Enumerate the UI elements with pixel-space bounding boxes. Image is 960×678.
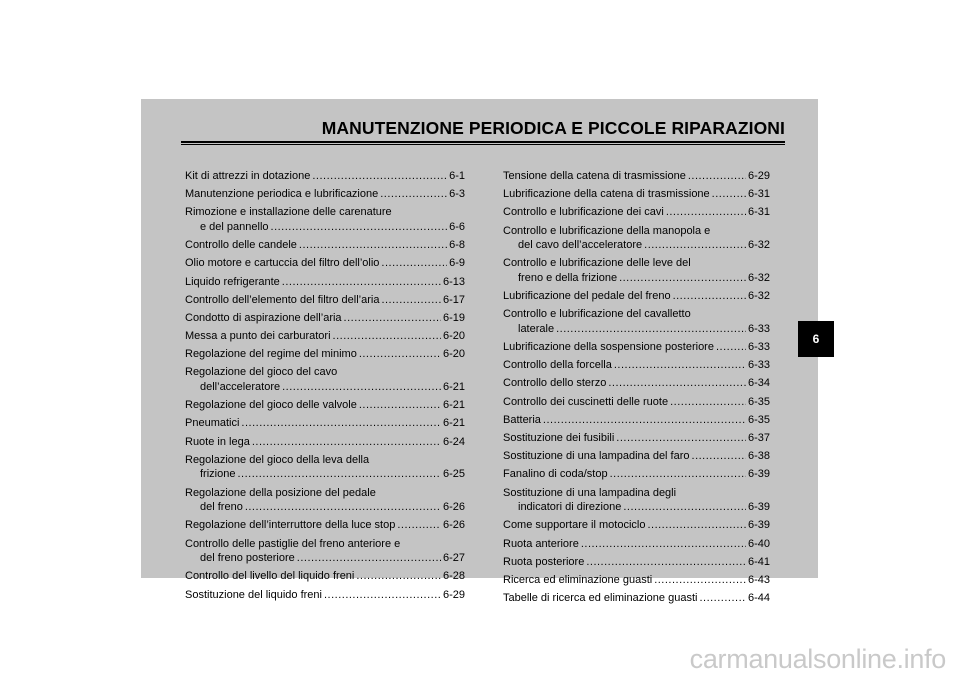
toc-entry[interactable]: [503, 307, 770, 336]
toc-entry-text: Come supportare il motociclo: [503, 519, 646, 532]
toc-entry[interactable]: [503, 224, 770, 253]
toc-entry-text: Controllo delle pastiglie del freno anteriore e: [185, 537, 401, 550]
toc-entry-text: laterale: [518, 322, 555, 335]
toc-entry[interactable]: [185, 486, 465, 515]
toc-entry-text: Batteria: [503, 413, 541, 426]
watermark: carmanualsonline.info: [689, 644, 946, 674]
toc-entry-text: Controllo della forcella: [503, 359, 612, 372]
toc-entry-text: Controllo del livello del liquido freni: [185, 570, 355, 583]
toc-leader-dots: [654, 573, 746, 588]
toc-entry-line: [503, 187, 770, 202]
toc-leader-dots: [666, 205, 746, 220]
chapter-tab: 6: [798, 321, 834, 357]
toc-entry-line: [185, 416, 465, 431]
toc-page-number: 6-17: [442, 293, 465, 306]
toc-leader-dots: [614, 358, 746, 373]
toc-page-number: 6-34: [747, 377, 770, 390]
toc-entry-line: [503, 376, 770, 391]
toc-entry-text: Rimozione e installazione delle carenature: [185, 206, 392, 219]
toc-page-number: 6-29: [747, 170, 770, 182]
page-title: MANUTENZIONE PERIODICA E PICCOLE RIPARAZIONI: [321, 118, 785, 138]
toc-page-number: 6-3: [449, 188, 465, 201]
toc-page-number: 6-43: [747, 573, 770, 586]
toc-left-column: [185, 169, 465, 606]
toc-entry-line: [185, 311, 465, 326]
toc-leader-dots: [252, 435, 441, 450]
toc-page-number: 6-21: [442, 399, 465, 412]
toc-entry-line: [185, 569, 465, 584]
toc-page-number: 6-28: [442, 570, 465, 583]
toc-entry-text: indicatori di direzione: [518, 501, 622, 514]
toc-entry-line: [185, 329, 465, 344]
toc-leader-dots: [556, 322, 746, 337]
toc-entry[interactable]: [185, 569, 465, 584]
toc-page-number: 6-19: [442, 311, 465, 324]
toc-entry[interactable]: [503, 555, 770, 570]
toc-entry-text: Lubrificazione della sospensione posteriore: [503, 341, 714, 354]
toc-entry-text: Regolazione del gioco delle valvole: [185, 399, 357, 412]
toc-entry-line: [185, 467, 465, 482]
toc-entry-line: [503, 169, 770, 184]
toc-entry[interactable]: [503, 205, 770, 220]
toc-leader-dots: [241, 416, 441, 431]
toc-leader-dots: [299, 238, 447, 253]
toc-entry[interactable]: [185, 238, 465, 253]
toc-leader-dots: [381, 256, 447, 271]
toc-page-number: 6-35: [747, 413, 770, 426]
toc-entry-text: Controllo dei cuscinetti delle ruote: [503, 395, 669, 408]
toc-entry[interactable]: [185, 518, 465, 533]
toc-page-number: 6-20: [442, 348, 465, 361]
toc-entry-text: del freno posteriore: [200, 552, 295, 565]
toc-entry-line: [503, 289, 770, 304]
toc-entry[interactable]: [185, 435, 465, 450]
toc-entry[interactable]: [503, 591, 770, 606]
toc-leader-dots: [644, 238, 746, 253]
toc-page-number: 6-38: [747, 450, 770, 463]
toc-leader-dots: [673, 289, 746, 304]
toc-page-number: 6-29: [442, 588, 465, 601]
toc-leader-dots: [282, 380, 441, 395]
toc-page-number: 6-8: [449, 239, 465, 252]
toc-entry-text: Ricerca ed eliminazione guasti: [503, 573, 653, 586]
toc-entry[interactable]: [185, 311, 465, 326]
toc-leader-dots: [356, 569, 441, 584]
toc-entry-line: [185, 435, 465, 450]
toc-entry[interactable]: [503, 376, 770, 391]
toc-entry-line: [185, 347, 465, 362]
toc-page-number: 6-31: [747, 206, 770, 219]
toc-leader-dots: [312, 169, 447, 184]
toc-entry-text: Kit di attrezzi in dotazione: [185, 170, 311, 182]
title-rule-thin: [181, 144, 785, 145]
toc-leader-dots: [692, 449, 746, 464]
toc-page-number: 6-20: [442, 330, 465, 343]
toc-entry[interactable]: [185, 537, 465, 566]
toc-entry[interactable]: [185, 329, 465, 344]
toc-entry-line: [503, 573, 770, 588]
toc-entry[interactable]: [503, 518, 770, 533]
toc-entry-line: [503, 537, 770, 552]
toc-entry-line: [185, 256, 465, 271]
toc-entry[interactable]: [185, 588, 465, 603]
toc-leader-dots: [619, 271, 746, 286]
toc-page-number: 6-44: [747, 592, 770, 605]
toc-entry-line: [503, 413, 770, 428]
toc-entry-line: [503, 307, 770, 322]
toc-entry-text: Controllo e lubrificazione delle leve del: [503, 257, 691, 270]
toc-entry[interactable]: [185, 256, 465, 271]
toc-page-number: 6-13: [442, 275, 465, 288]
toc-entry[interactable]: [185, 416, 465, 431]
toc-entry-text: Fanalino di coda/stop: [503, 468, 608, 481]
toc-entry[interactable]: [503, 358, 770, 373]
toc-entry-text: Controllo delle candele: [185, 239, 297, 252]
toc-entry-text: frizione: [200, 468, 236, 481]
header: [181, 117, 785, 145]
toc-leader-dots: [688, 169, 746, 184]
toc-entry-text: Messa a punto dei carburatori: [185, 330, 331, 343]
toc-entry[interactable]: [503, 431, 770, 446]
toc-entry-line: [503, 322, 770, 337]
toc-page-number: 6-9: [449, 257, 465, 270]
toc-leader-dots: [282, 275, 441, 290]
toc-entry-text: Sostituzione di una lampadina degli: [503, 486, 677, 499]
toc-entry-text: freno e della frizione: [518, 271, 618, 284]
toc-entry-line: [185, 169, 465, 184]
toc-leader-dots: [359, 398, 441, 413]
toc-page-number: 6-26: [442, 519, 465, 532]
toc-leader-dots: [608, 376, 746, 391]
toc-entry-text: Sostituzione di una lampadina del faro: [503, 450, 690, 463]
toc-entry-line: [185, 398, 465, 413]
toc-entry[interactable]: [503, 537, 770, 552]
toc-leader-dots: [699, 591, 746, 606]
toc-page-number: 6-26: [442, 501, 465, 514]
toc-entry-line: [503, 340, 770, 355]
toc-entry[interactable]: [185, 205, 465, 234]
toc-leader-dots: [397, 518, 441, 533]
toc-entry-line: [503, 431, 770, 446]
toc-entry[interactable]: [185, 347, 465, 362]
toc-entry-text: Pneumatici: [185, 417, 240, 430]
toc-entry[interactable]: [503, 486, 770, 515]
toc-entry[interactable]: [503, 340, 770, 355]
toc-entry-line: [185, 537, 465, 552]
toc-leader-dots: [647, 518, 746, 533]
toc-page-number: 6-32: [747, 290, 770, 303]
toc-leader-dots: [359, 347, 441, 362]
toc-page-number: 6-39: [747, 519, 770, 532]
toc-entry-text: Olio motore e cartuccia del filtro dell’olio: [185, 257, 380, 270]
toc-entry-text: Regolazione dell’interruttore della luce stop: [185, 519, 396, 532]
toc-entry-line: [503, 449, 770, 464]
toc-entry-text: Lubrificazione del pedale del freno: [503, 290, 671, 303]
toc-entry-line: [503, 486, 770, 501]
toc-entry-line: [185, 380, 465, 395]
toc-entry[interactable]: [503, 395, 770, 410]
toc-right-column: [503, 169, 770, 609]
toc-entry-text: Lubrificazione della catena di trasmissione: [503, 188, 710, 201]
toc-entry[interactable]: [185, 365, 465, 394]
toc-entry-text: Regolazione del regime del minimo: [185, 348, 357, 361]
toc-entry-line: [503, 224, 770, 239]
toc-entry-text: Regolazione del gioco del cavo: [185, 366, 338, 379]
toc-entry-text: Controllo e lubrificazione dei cavi: [503, 206, 664, 219]
toc-entry-text: Controllo e lubrificazione del cavalletto: [503, 308, 691, 321]
toc-entry-text: e del pannello: [200, 220, 269, 233]
toc-entry-line: [185, 453, 465, 468]
manual-page: [141, 99, 818, 605]
toc-entry-line: [185, 518, 465, 533]
toc-entry-text: Manutenzione periodica e lubrificazione: [185, 188, 379, 201]
toc-page-number: 6-35: [747, 395, 770, 408]
toc-entry-text: dell’acceleratore: [200, 381, 281, 394]
toc-entry[interactable]: [503, 256, 770, 285]
toc-page-number: 6-33: [747, 341, 770, 354]
toc-entry-text: Regolazione della posizione del pedale: [185, 486, 376, 499]
toc-entry[interactable]: [185, 187, 465, 202]
toc-entry-line: [503, 238, 770, 253]
toc-page-number: 6-1: [449, 170, 465, 182]
toc-entry[interactable]: [503, 467, 770, 482]
toc-entry[interactable]: [503, 169, 770, 184]
toc-entry-line: [185, 500, 465, 515]
toc-entry-line: [503, 500, 770, 515]
toc-entry-line: [503, 256, 770, 271]
toc-page-number: 6-21: [442, 381, 465, 394]
toc-entry[interactable]: [185, 275, 465, 290]
toc-page-number: 6-21: [442, 417, 465, 430]
toc-entry-text: del freno: [200, 501, 243, 514]
toc-page-number: 6-39: [747, 501, 770, 514]
toc-entry-text: Ruote in lega: [185, 435, 250, 448]
toc-entry-text: Condotto di aspirazione dell’aria: [185, 311, 342, 324]
toc-entry-line: [503, 205, 770, 220]
toc-entry[interactable]: [503, 187, 770, 202]
toc-entry-line: [185, 275, 465, 290]
toc-entry-text: Tensione della catena di trasmissione: [503, 170, 686, 182]
toc-leader-dots: [586, 555, 746, 570]
toc-entry[interactable]: [503, 413, 770, 428]
toc-entry[interactable]: [185, 169, 465, 184]
toc-page-number: 6-33: [747, 359, 770, 372]
toc-entry-line: [503, 395, 770, 410]
toc-entry-line: [185, 588, 465, 603]
toc-entry-text: Ruota anteriore: [503, 537, 579, 550]
toc-page-number: 6-27: [442, 552, 465, 565]
toc-leader-dots: [610, 467, 746, 482]
toc-entry-line: [503, 271, 770, 286]
toc-entry-text: Controllo e lubrificazione della manopola e: [503, 224, 711, 237]
toc-entry-line: [185, 220, 465, 235]
toc-entry-line: [503, 518, 770, 533]
toc-entry-text: Sostituzione del liquido freni: [185, 588, 322, 601]
toc-entry-line: [185, 551, 465, 566]
toc-entry-text: Tabelle di ricerca ed eliminazione guasti: [503, 592, 698, 605]
toc-leader-dots: [237, 467, 441, 482]
toc-leader-dots: [581, 537, 746, 552]
toc-entry-text: Controllo dello sterzo: [503, 377, 607, 390]
title-rule: [181, 141, 785, 143]
toc-entry-text: Controllo dell’elemento del filtro dell’aria: [185, 293, 380, 306]
toc-entry-line: [185, 238, 465, 253]
toc-leader-dots: [670, 395, 746, 410]
toc-entry-line: [185, 187, 465, 202]
toc-leader-dots: [297, 551, 441, 566]
toc-page-number: 6-40: [747, 537, 770, 550]
toc-entry-line: [503, 467, 770, 482]
toc-page-number: 6-25: [442, 468, 465, 481]
toc-entry-text: Liquido refrigerante: [185, 275, 280, 288]
toc-page-number: 6-41: [747, 555, 770, 568]
toc-leader-dots: [623, 500, 746, 515]
toc-entry-line: [503, 555, 770, 570]
toc-page-number: 6-24: [442, 435, 465, 448]
toc-entry[interactable]: [185, 293, 465, 308]
toc-leader-dots: [543, 413, 746, 428]
toc-leader-dots: [716, 340, 746, 355]
toc-entry-line: [185, 486, 465, 501]
toc-page-number: 6-31: [747, 188, 770, 201]
toc-page-number: 6-6: [449, 220, 465, 233]
toc-entry-text: del cavo dell’acceleratore: [518, 239, 643, 252]
toc-entry-line: [185, 365, 465, 380]
toc-entry[interactable]: [185, 398, 465, 413]
toc-entry-line: [503, 591, 770, 606]
toc-entry[interactable]: [503, 573, 770, 588]
toc-leader-dots: [712, 187, 746, 202]
toc-page-number: 6-32: [747, 271, 770, 284]
toc-leader-dots: [380, 187, 447, 202]
toc-leader-dots: [333, 329, 441, 344]
toc-page-number: 6-39: [747, 468, 770, 481]
toc-entry-line: [185, 205, 465, 220]
toc-leader-dots: [324, 588, 441, 603]
toc-leader-dots: [381, 293, 441, 308]
toc-entry[interactable]: [503, 289, 770, 304]
toc-entry-text: Ruota posteriore: [503, 555, 585, 568]
toc-page-number: 6-33: [747, 322, 770, 335]
toc-entry[interactable]: [503, 449, 770, 464]
toc-leader-dots: [271, 220, 448, 235]
toc-page-number: 6-37: [747, 432, 770, 445]
toc-entry-text: Regolazione del gioco della leva della: [185, 453, 370, 466]
toc-entry[interactable]: [185, 453, 465, 482]
toc-entry-line: [185, 293, 465, 308]
toc-entry-text: Sostituzione dei fusibili: [503, 432, 615, 445]
toc-leader-dots: [616, 431, 746, 446]
toc-leader-dots: [344, 311, 441, 326]
toc-leader-dots: [245, 500, 441, 515]
toc-entry-line: [503, 358, 770, 373]
toc-page-number: 6-32: [747, 239, 770, 252]
